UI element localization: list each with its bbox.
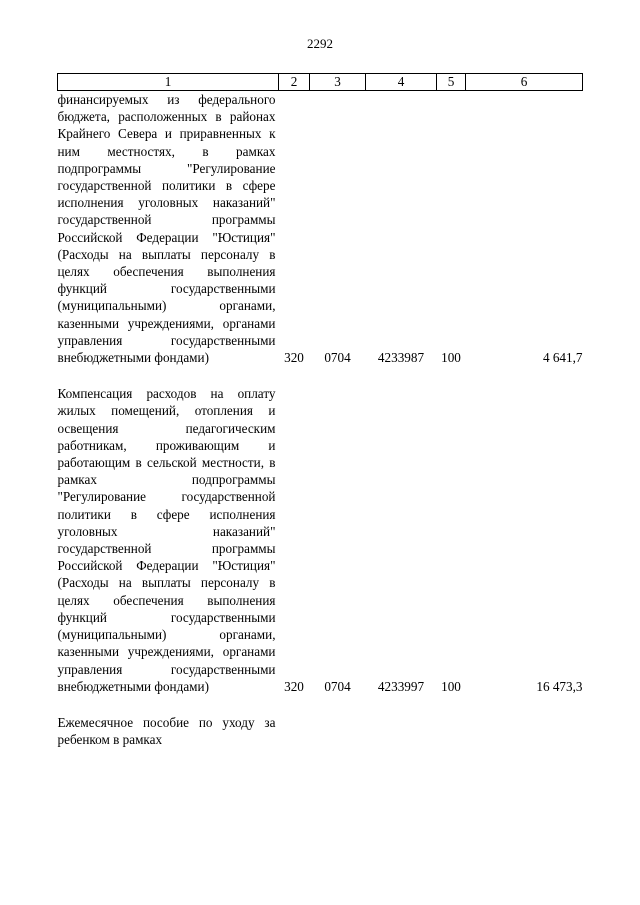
table-row [58, 385, 583, 695]
row-description: Ежемесячное пособие по уходу за ребенком в рамках [57, 714, 276, 748]
row-spacer [58, 695, 583, 714]
row-amount [466, 714, 583, 748]
row-code-5 [437, 714, 466, 748]
row-code-2: 320 [284, 678, 304, 694]
header-col-6: 6 [466, 74, 583, 91]
page-number: 2292 [307, 36, 333, 51]
row-description: финансируемых из федерального бюджета, расположенных в районах Крайнего Севера и приравненных к ним местностях, в рамках подпрограммы "Регулирование государственной политики в сфере исполнения уголовных наказаний" государственной программы Российской Федерации "Юстиция" (Расходы на выплаты персоналу в целях обеспечения выполнения функций государственными (муниципальными) органами, казенными учреждениями, органами управления государственными внебюджетными фондами) [57, 92, 276, 366]
header-col-5: 5 [437, 74, 466, 91]
row-code-3: 0704 [324, 678, 351, 694]
row-code-3 [310, 714, 366, 748]
table-header [58, 74, 583, 91]
header-col-1: 1 [58, 74, 279, 91]
row-description: Компенсация расходов на оплату жилых помещений, отопления и освещения педагогическим работникам, проживающим и работающим в сельской местности, в рамках подпрограммы "Регулирование государственной политики в сфере исполнения уголовных наказаний" государственной программы Российской Федерации "Юстиция" (Расходы на выплаты персоналу в целях обеспечения выполнения функций государственными (муниципальными) органами, казенными учреждениями, органами управления государственными внебюджетными фондами) [57, 386, 276, 694]
row-code-4 [366, 714, 437, 748]
row-code-5: 100 [441, 678, 461, 694]
row-amount: 4 641,7 [542, 350, 583, 366]
table-row [58, 91, 583, 367]
row-code-3: 0704 [324, 350, 351, 366]
header-col-4: 4 [366, 74, 437, 91]
row-amount: 16 473,3 [536, 678, 583, 694]
header-col-2: 2 [279, 74, 310, 91]
table-row [58, 714, 583, 748]
row-code-2: 320 [284, 350, 304, 366]
row-code-4: 4233987 [377, 350, 425, 366]
row-code-4: 4233997 [377, 678, 425, 694]
row-code-5: 100 [441, 350, 461, 366]
header-row [58, 74, 583, 91]
row-code-2 [279, 714, 310, 748]
header-col-3: 3 [310, 74, 366, 91]
row-spacer [58, 366, 583, 385]
budget-table [57, 73, 583, 748]
